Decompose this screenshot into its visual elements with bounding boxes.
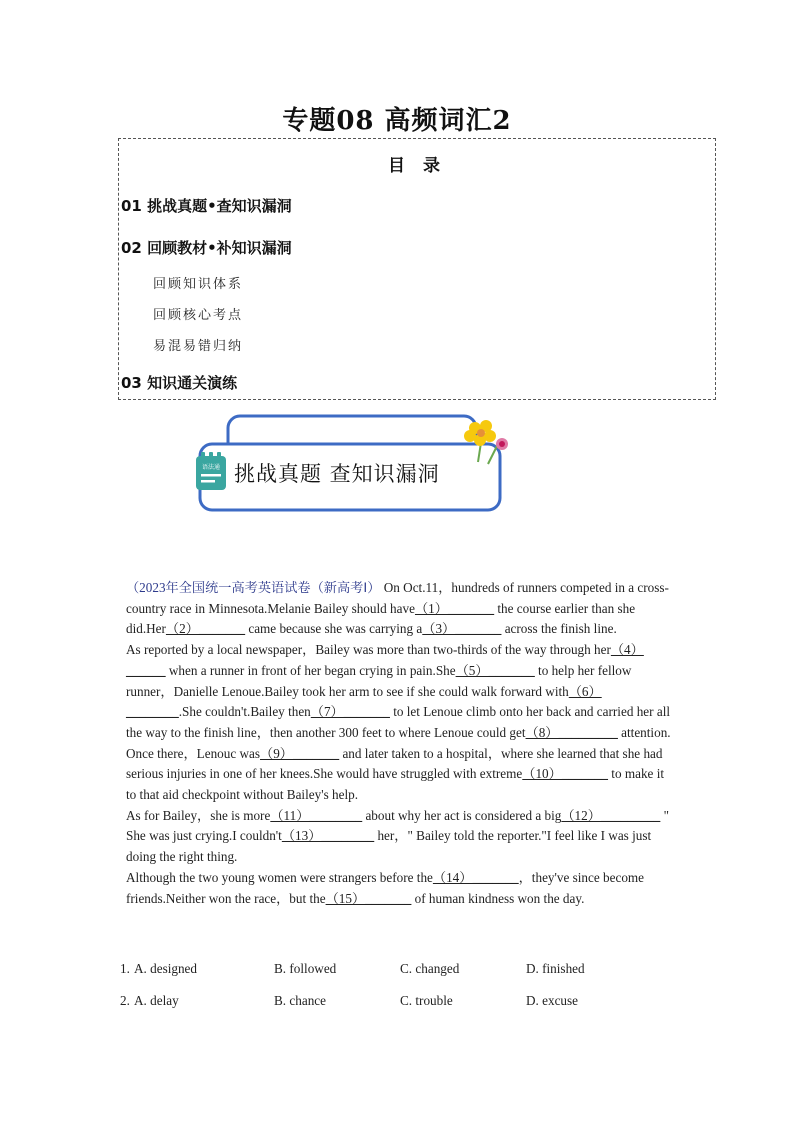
option-c[interactable]: C. trouble <box>400 993 453 1008</box>
toc-heading: 目 录 <box>388 156 446 176</box>
passage-text: As reported by a local newspaper，Bailey was more than two-thirds of the way through her <box>126 642 611 658</box>
section-banner-title: 挑战真题 查知识漏洞 <box>234 462 440 486</box>
question-number: 1. <box>120 961 130 976</box>
option-b[interactable]: B. chance <box>274 993 326 1008</box>
toc-subitem-core-points[interactable]: 回顾核心考点 <box>153 308 244 323</box>
passage-text: came because she was carrying a <box>245 621 423 637</box>
passage-text: Although the two young women were strangers before the <box>126 869 433 885</box>
passage-text: to let Lenoue climb onto her back and carried her all the way to the finish line，then another 300 feet to where Lenoue could get <box>126 704 671 740</box>
option-d[interactable]: D. excuse <box>526 993 578 1008</box>
page-title: 专题08 高频词汇2 <box>282 106 512 136</box>
blank-2[interactable]: （2）_______ <box>165 621 246 637</box>
blank-6[interactable]: （6）________ <box>126 683 602 720</box>
toc-item-02[interactable]: 02 回顾教材•补知识漏洞 <box>121 239 292 257</box>
blank-15[interactable]: （15）_______ <box>325 890 412 906</box>
table-of-contents <box>118 138 716 400</box>
passage-text: the course earlier than she did.Her <box>126 600 636 637</box>
passage-text: .She couldn't.Bailey then <box>178 704 311 720</box>
passage-paragraph <box>126 744 676 806</box>
passage-text: attention. <box>617 724 671 740</box>
blank-9[interactable]: （9）_______ <box>260 745 340 761</box>
passage-text: " She was just crying.I couldn't <box>126 807 669 844</box>
passage-paragraph <box>126 640 676 744</box>
blank-4[interactable]: （4）______ <box>126 642 644 678</box>
question-number: 2. <box>120 993 130 1008</box>
passage-text: across the finish line. <box>501 621 617 637</box>
passage-source: （2023年全国统一高考英语试卷（新高考Ⅰ） <box>126 580 381 595</box>
blank-8[interactable]: （8）_________ <box>525 724 618 740</box>
blank-11[interactable]: （11）________ <box>270 807 363 823</box>
option-a[interactable]: A. designed <box>134 961 197 976</box>
passage-text: As for Bailey，she is more <box>126 807 271 823</box>
passage-text: ，they've since become friends.Neither won the race，but the <box>126 869 645 906</box>
blank-5[interactable]: （5）_______ <box>455 662 535 678</box>
passage-paragraph <box>126 868 676 909</box>
blank-12[interactable]: （12）_________ <box>561 807 661 823</box>
passage-paragraph <box>126 806 676 868</box>
option-b[interactable]: B. followed <box>274 961 337 976</box>
blank-10[interactable]: （10）_______ <box>522 766 608 782</box>
cloze-passage <box>126 578 676 909</box>
notebook-icon <box>196 452 226 490</box>
passage-text: to make it to that aid checkpoint without Bailey's help. <box>126 766 665 803</box>
passage-text: of human kindness won the day. <box>411 890 585 906</box>
passage-text: when a runner in front of her began crying in pain.She <box>165 662 456 678</box>
banner-tag: 语法通 <box>201 464 221 471</box>
passage-text: On Oct.11，hundreds of runners competed in a cross-country race in Minnesota.Melanie Bailey should have <box>126 580 669 616</box>
toc-subitem-knowledge-system[interactable]: 回顾知识体系 <box>153 277 244 292</box>
passage-text: her，" Bailey told the reporter."I feel like I was just doing the right thing. <box>126 828 652 865</box>
blank-13[interactable]: （13）________ <box>281 828 375 844</box>
blank-3[interactable]: （3）_______ <box>422 621 502 637</box>
blank-1[interactable]: （1）_______ <box>414 600 495 616</box>
blank-14[interactable]: （14）_______ <box>432 869 519 885</box>
passage-text: about why her act is considered a big <box>362 807 562 823</box>
toc-item-03[interactable]: 03 知识通关演练 <box>121 374 238 392</box>
toc-subitem-common-errors[interactable]: 易混易错归纳 <box>153 339 244 354</box>
option-a[interactable]: A. delay <box>134 993 179 1008</box>
passage-text: Once there，Lenouc was <box>126 745 261 761</box>
passage-text: and later taken to a hospital，where she learned that she had serious injuries in one of her knees.She would have struggled with extreme <box>126 745 663 782</box>
blank-7[interactable]: （7）_______ <box>310 704 390 720</box>
option-c[interactable]: C. changed <box>400 961 460 976</box>
toc-item-01[interactable]: 01 挑战真题•查知识漏洞 <box>121 197 292 215</box>
passage-paragraph <box>126 578 676 640</box>
passage-text: to help her fellow runner，Danielle Lenoue.Bailey took her arm to see if she could walk forward with <box>126 662 632 699</box>
option-d[interactable]: D. finished <box>526 961 585 976</box>
